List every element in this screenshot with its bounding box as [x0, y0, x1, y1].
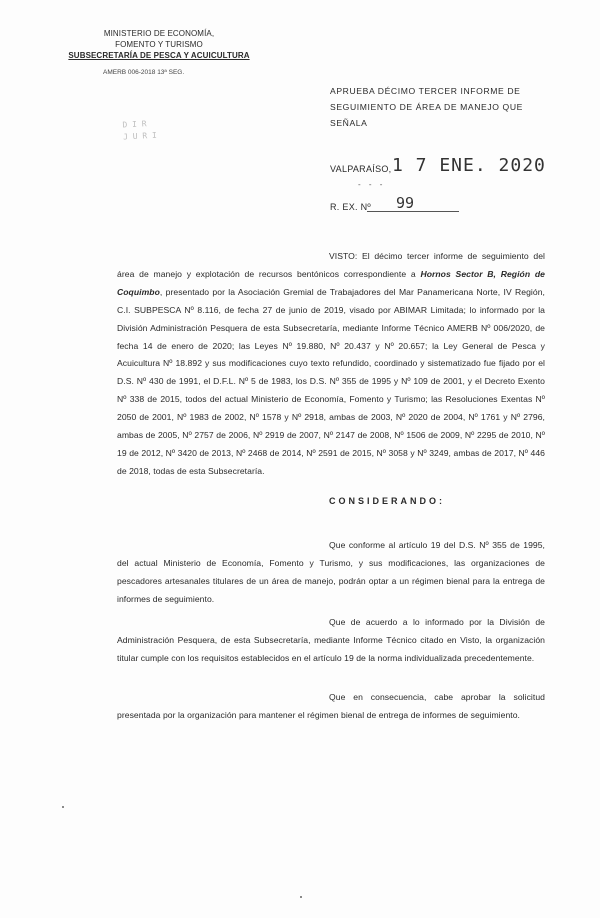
considerando-paragraph-2: Que de acuerdo a lo informado por la División de Administración Pesquera, de esta Subsecretaría, mediante Informe Técnico citado en Visto, la organización titular cumple con los requisitos establecidos en el artículo 19 de la norma individualizada precedentemente. — [117, 617, 545, 663]
visto-lead: VISTO: El décimo tercer informe de seguimiento del área de manejo y explotación de recursos bentónicos correspondiente a — [117, 251, 545, 279]
visto-paragraph — [117, 248, 545, 481]
ministry-name: MINISTERIO DE ECONOMÍA, — [103, 29, 215, 38]
stamp-line-1: D I R — [122, 119, 147, 130]
date-label: VALPARAÍSO, — [330, 164, 392, 174]
date-line — [330, 151, 550, 181]
ministry-header — [64, 28, 254, 61]
resolution-number-line — [330, 194, 470, 216]
date-value: 1 7 ENE. 2020 — [392, 155, 546, 176]
considerando-paragraph-1: Que conforme al artículo 19 del D.S. Nº 355 de 1995, del actual Ministerio de Economía, Fomento y Turismo, y sus modificaciones, las organizaciones de pescadores artesanales titulares de un área de manejo, podrán optar a un régimen bienal para la entrega de informes de seguimiento. — [117, 540, 545, 604]
resolution-title: APRUEBA DÉCIMO TERCER INFORME DE SEGUIMIENTO DE ÁREA DE MANEJO QUE SEÑALA — [330, 86, 523, 128]
scan-speck — [300, 896, 302, 898]
stamp-line-2: J U R I — [122, 130, 158, 142]
scan-speck — [62, 806, 64, 808]
ministry-name-cont: FOMENTO Y TURISMO — [115, 40, 203, 49]
faded-stamp — [122, 117, 179, 150]
resolution-number-label: R. EX. Nº — [330, 202, 371, 212]
resolution-number-value: 99 — [396, 194, 415, 212]
visto-rest: , presentado por la Asociación Gremial de Trabajadores del Mar Panamericana Norte, IV Región, C.I. SUBPESCA Nº 8.116, de fecha 27 de junio de 2019, visado por ABIMAR Limitada; lo informado por la División Administración Pesquera de esta Subsecretaría, mediante Informe Técnico AMERB Nº 006/2020, de fecha 14 de enero de 2020; las Leyes Nº 19.880, Nº 20.437 y Nº 20.657; la Ley General de Pesca y Acuicultura Nº 18.892 y sus modificaciones cuyo texto refundido, coordinado y sistematizado fue fijado por el D.S. Nº 430 de 1991, el D.F.L. Nº 5 de 1983, los D.S. Nº 355 de 1995 y Nº 109 de 2001, y el Decreto Exento Nº 338 de 2015, todos del actual Ministerio de Economía, Fomento y Turismo; las Resoluciones Exentas Nº 2050 de 2001, Nº 1983 de 2002, Nº 1578 y Nº 2918, ambas de 2003, Nº 2020 de 2004, Nº 1761 y Nº 2796, ambas de 2005, Nº 2757 de 2006, Nº 2919 de 2007, Nº 2147 de 2008, Nº 1506 de 2009, Nº 2295 de 2010, Nº 19 de 2012, Nº 3420 de 2013, Nº 2468 de 2014, Nº 2591 de 2015, Nº 3058 y Nº 3249, ambas de 2017, Nº 446 de 2018, todas de esta Subsecretaría. — [117, 286, 545, 476]
small-marks: - - - — [358, 180, 386, 189]
document-reference: AMERB 006-2018 13ª SEG. — [103, 69, 185, 76]
subsecretary-name: SUBSECRETARÍA DE PESCA Y ACUICULTURA — [68, 51, 250, 60]
considerando-paragraph-3: Que en consecuencia, cabe aprobar la solicitud presentada por la organización para mantener el régimen bienal de entrega de informes de seguimiento. — [117, 692, 545, 720]
visto-area-name: Hornos Sector B, Región de Coquimbo — [117, 268, 545, 297]
considerando-heading: CONSIDERANDO: — [329, 496, 446, 506]
